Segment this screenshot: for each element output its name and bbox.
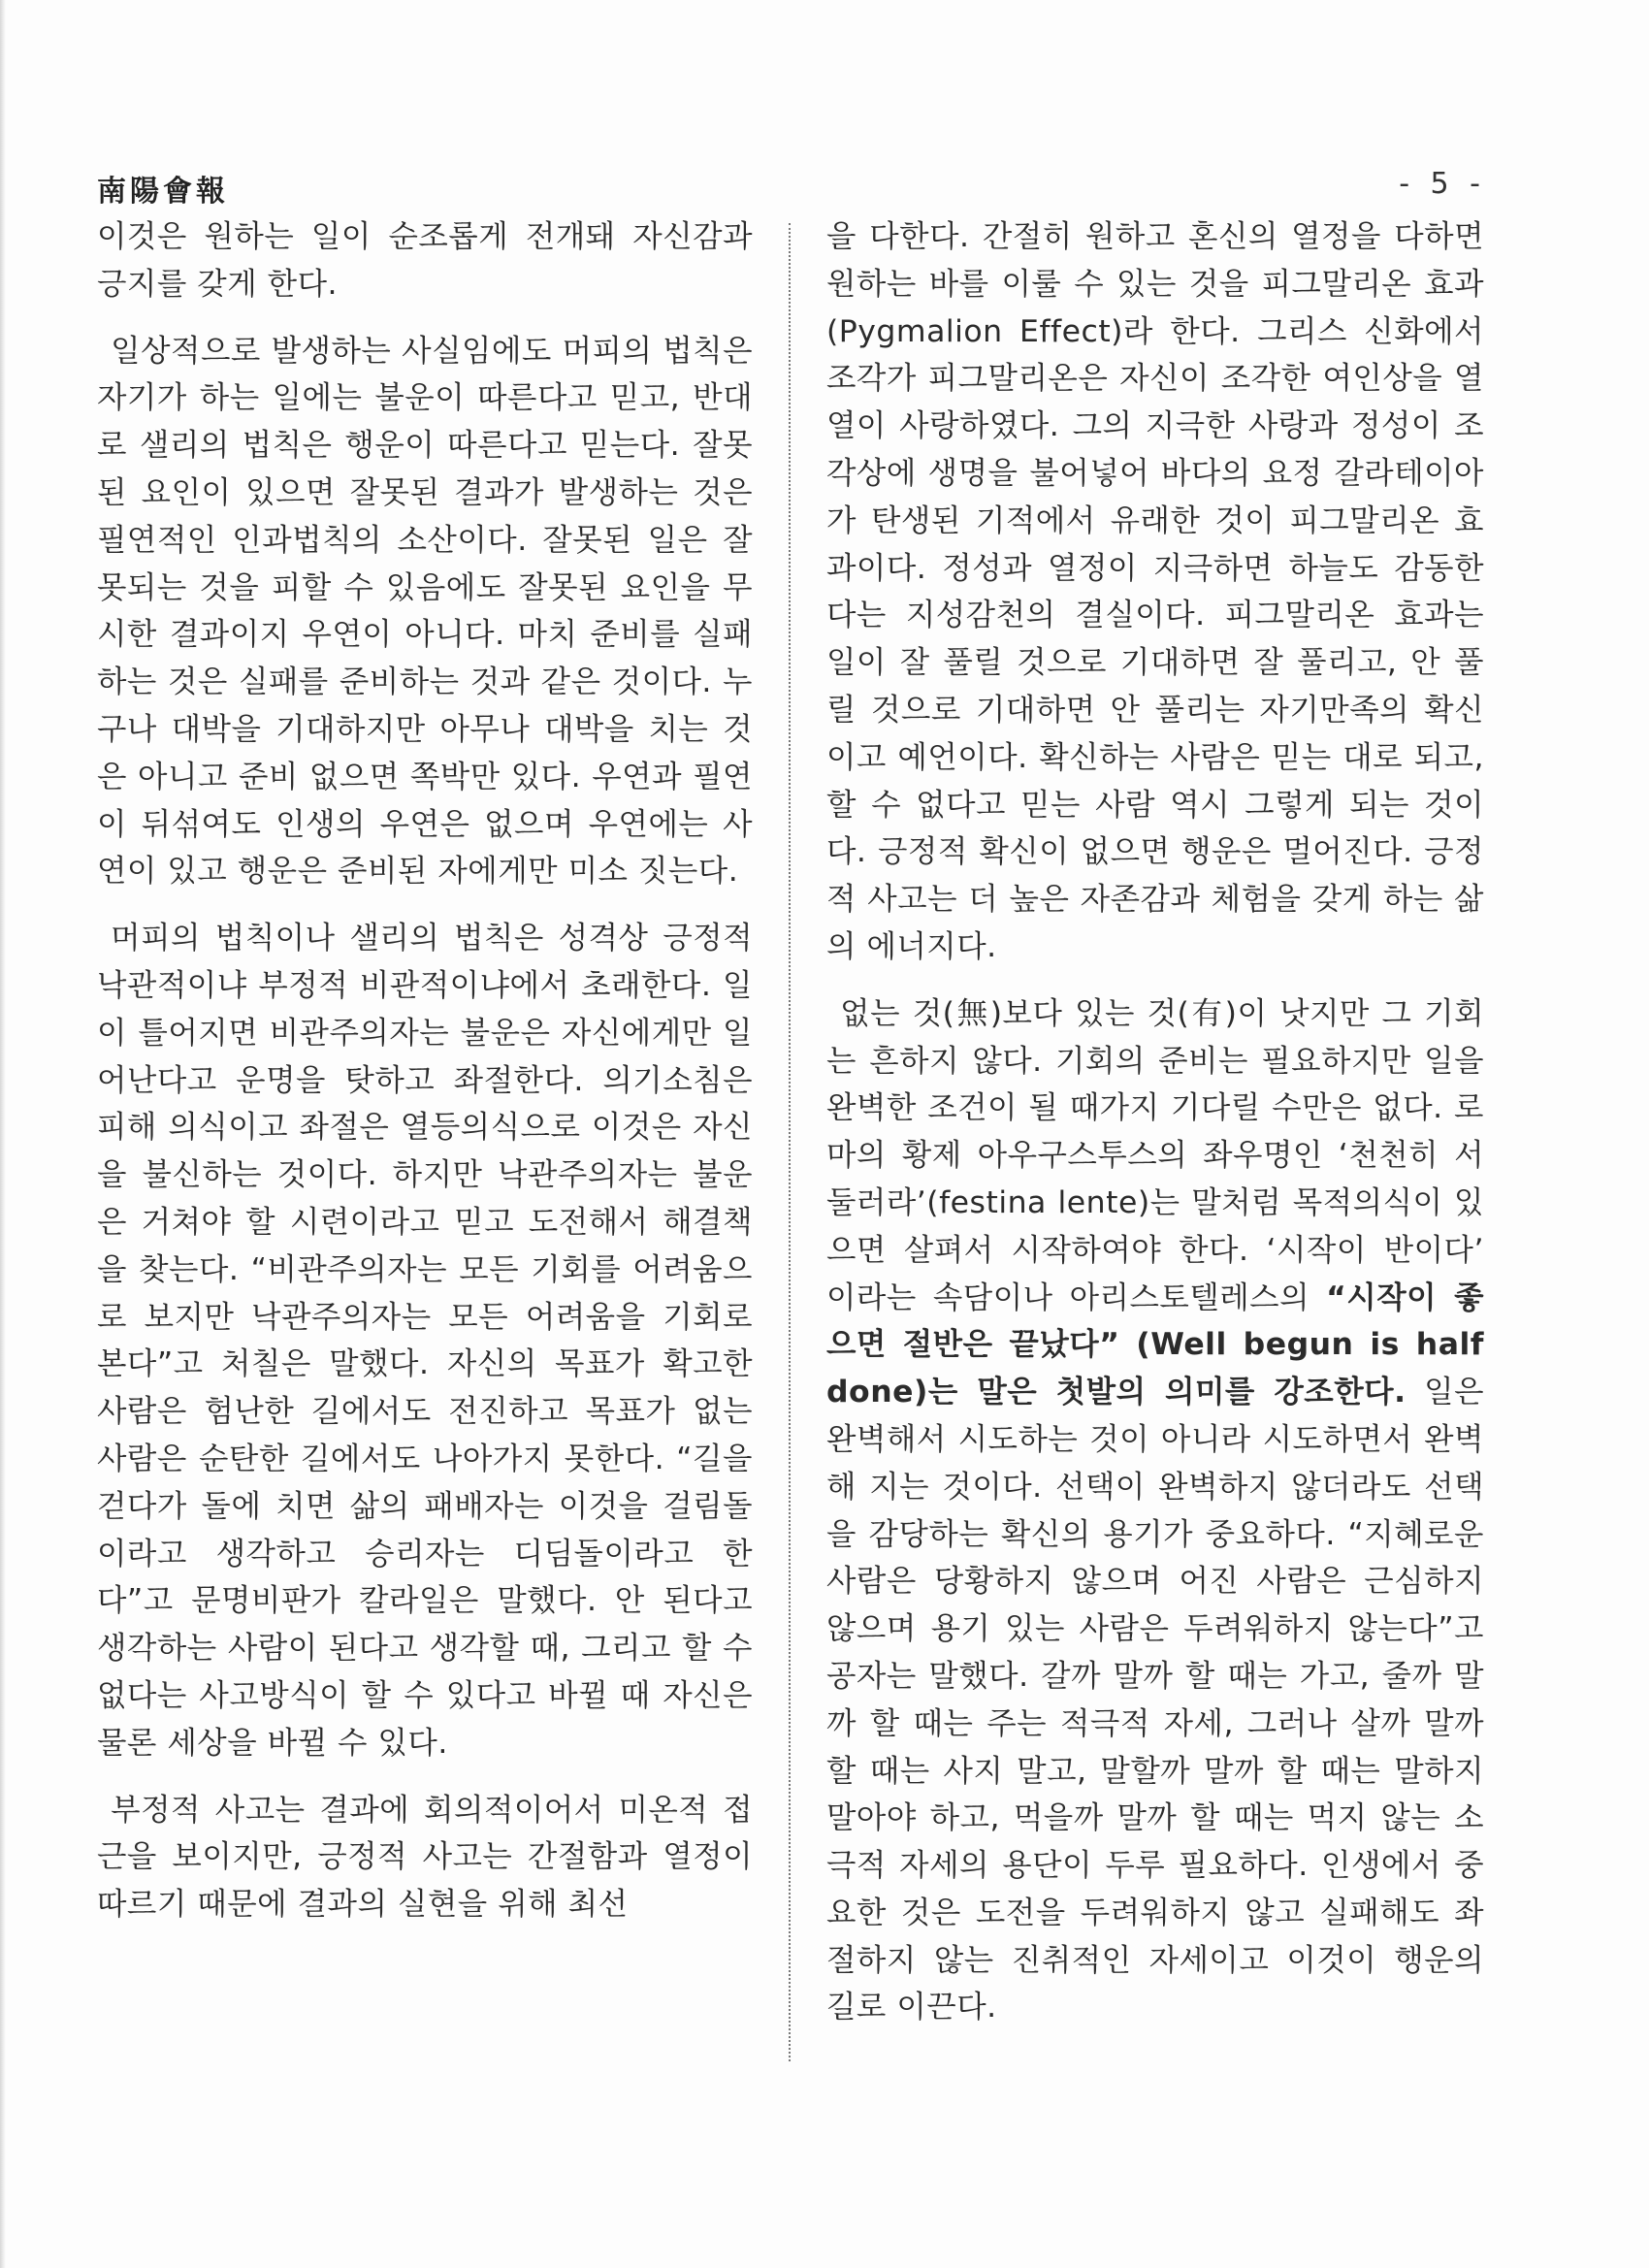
right-column: [826, 213, 1484, 2051]
scan-edge-shadow: [0, 0, 6, 2268]
left-paragraph-3: 머피의 법칙이나 샐리의 법칙은 성격상 긍정적 낙관적이냐 부정적 비관적이냐에서 초래한다. 일이 틀어지면 비관주의자는 불운은 자신에게만 일어난다고 운명을 탓하고 좌절한다. 의기소침은 피해 의식이고 좌절은 열등의식으로 이것은 자신을 불신하는 것이다. 하지만 낙관주의자는 불운은 거쳐야 할 시련이라고 믿고 도전해서 해결책을 찾는다. “비관주의자는 모든 기회를 어려움으로 보지만 낙관주의자는 모든 어려움을 기회로 본다”고 처칠은 말했다. 자신의 목표가 확고한 사람은 험난한 길에서도 전진하고 목표가 없는 사람은 순탄한 길에서도 나아가지 못한다. “길을 걷다가 돌에 치면 삶의 패배자는 이것을 걸림돌이라고 생각하고 승리자는 디딤돌이라고 한다”고 문명비판가 칼라일은 말했다. 안 된다고 생각하는 사람이 된다고 생각할 때, 그리고 할 수 없다는 사고방식이 할 수 있다고 바뀔 때 자신은 물론 세상을 바뀔 수 있다.: [97, 921, 753, 1761]
left-column: [97, 213, 753, 1948]
left-paragraph-4: 부정적 사고는 결과에 회의적이어서 미온적 접근을 보이지만, 긍정적 사고는 간절함과 열정이 따르기 때문에 결과의 실현을 위해 최선: [97, 1792, 753, 1923]
right-paragraph-2-intro: 없는 것(無)보다 있는 것(有)이 낫지만 그 기회는 흔하지 않다. 기회의 준비는 필요하지만 일을 완벽한 조건이 될 때가지 기다릴 수만은 없다. 로마의 황제 아우구스투스의 좌우명인 ‘천천히 서둘러라’(festina lente)는 말처럼 목적의식이 있으면 살펴서 시작하여야 한다. ‘시작이 반이다’ 이라는 속담이나 아리스토텔레스의: [826, 995, 1484, 1315]
column-divider: [789, 223, 791, 2061]
emphasized-quote: “시작이 좋으면 절반은 끝났다” (Well begun is half done)는 말은 첫발의 의미를 강조한다.: [826, 1280, 1484, 1410]
right-paragraph-2-rest: 일은 완벽해서 시도하는 것이 아니라 시도하면서 완벽해 지는 것이다. 선택이 완벽하지 않더라도 선택을 감당하는 확신의 용기가 중요하다. “지혜로운 사람은 당황하지 않으며 어진 사람은 근심하지 않으며 용기 있는 사람은 두려워하지 않는다”고 공자는 말했다. 갈까 말까 할 때는 가고, 줄까 말까 할 때는 주는 적극적 자세, 그러나 살까 말까 할 때는 사지 말고, 말할까 말까 할 때는 말하지 말아야 하고, 먹을까 말까 할 때는 먹지 않는 소극적 자세의 용단이 두루 필요하다. 인생에서 중요한 것은 도전을 두려워하지 않고 실패해도 좌절하지 않는 진취적인 자세이고 이것이 행운의 길로 이끈다.: [826, 1375, 1484, 2025]
left-paragraph-1: 이것은 원하는 일이 순조롭게 전개돼 자신감과 긍지를 갖게 한다.: [97, 219, 753, 302]
page-number: - 5 -: [1399, 167, 1486, 201]
newsletter-masthead: 南陽會報: [97, 175, 229, 209]
right-paragraph-1: 을 다한다. 간절히 원하고 혼신의 열정을 다하면 원하는 바를 이룰 수 있는 것을 피그말리온 효과(Pygmalion Effect)라 한다. 그리스 신화에서 조각가 피그말리온은 자신이 조각한 여인상을 열열이 사랑하였다. 그의 지극한 사랑과 정성이 조각상에 생명을 불어넣어 바다의 요정 갈라테이아가 탄생된 기적에서 유래한 것이 피그말리온 효과이다. 정성과 열정이 지극하면 하늘도 감동한다는 지성감천의 결실이다. 피그말리온 효과는 일이 잘 풀릴 것으로 기대하면 잘 풀리고, 안 풀릴 것으로 기대하면 안 풀리는 자기만족의 확신이고 예언이다. 확신하는 사람은 믿는 대로 되고, 할 수 없다고 믿는 사람 역시 그렇게 되는 것이다. 긍정적 확신이 없으면 행운은 멀어진다. 긍정적 사고는 더 높은 자존감과 체험을 갖게 하는 삶의 에너지다.: [826, 219, 1484, 964]
left-paragraph-2: 일상적으로 발생하는 사실임에도 머피의 법칙은 자기가 하는 일에는 불운이 따른다고 믿고, 반대로 샐리의 법칙은 행운이 따른다고 믿는다. 잘못된 요인이 있으면 잘못된 결과가 발생하는 것은 필연적인 인과법칙의 소산이다. 잘못된 일은 잘못되는 것을 피할 수 있음에도 잘못된 요인을 무시한 결과이지 우연이 아니다. 마치 준비를 실패하는 것은 실패를 준비하는 것과 같은 것이다. 누구나 대박을 기대하지만 아무나 대박을 치는 것은 아니고 준비 없으면 쪽박만 있다. 우연과 필연이 뒤섞여도 인생의 우연은 없으며 우연에는 사연이 있고 행운은 준비된 자에게만 미소 짓는다.: [97, 333, 753, 890]
right-paragraph-2: [826, 990, 1484, 2032]
